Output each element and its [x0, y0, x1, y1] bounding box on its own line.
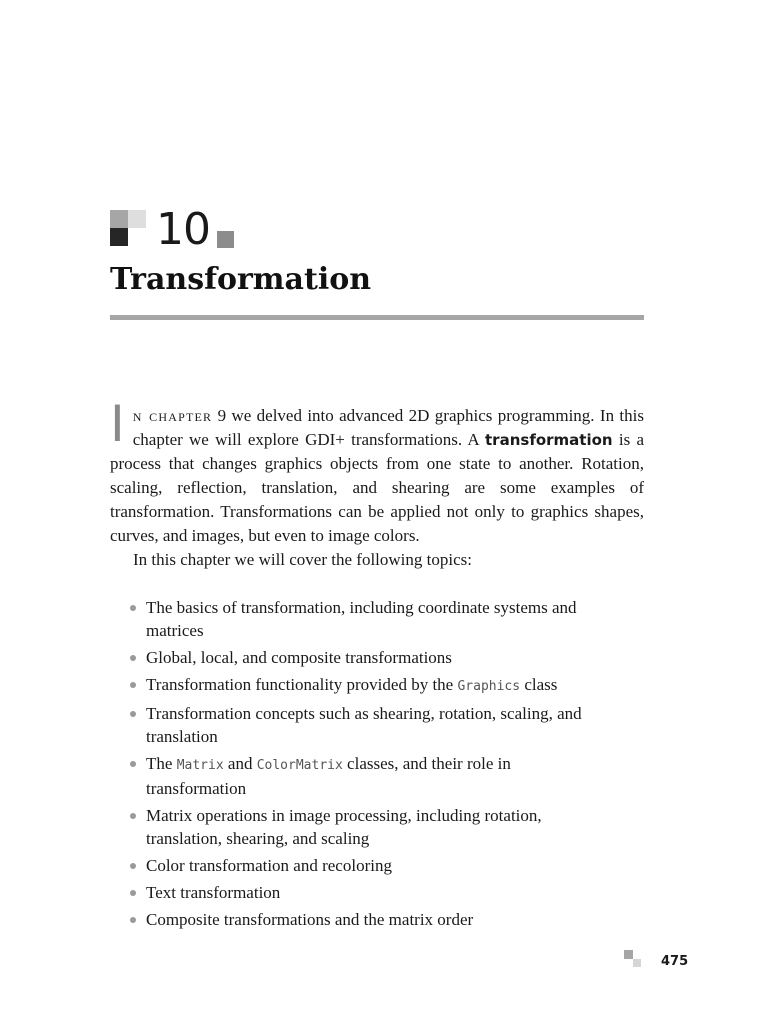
- list-item-text: Color transformation and recoloring: [146, 856, 392, 875]
- list-item: [110, 804, 644, 850]
- bullet-icon: [130, 813, 136, 819]
- list-item: [110, 881, 644, 904]
- decorative-square: [633, 959, 641, 967]
- bullet-icon: [130, 917, 136, 923]
- code-term: Matrix: [176, 758, 224, 773]
- intro-text-1: 9 we delved into advanced 2D graphics programming. In this chapter we will explore GDI+ transformations. A: [132, 406, 644, 449]
- bold-term: transformation: [485, 431, 613, 449]
- list-item: [110, 596, 644, 642]
- list-item-text: and: [223, 754, 257, 773]
- list-item: [110, 908, 644, 931]
- decorative-square: [624, 950, 633, 959]
- title-rule: [110, 315, 644, 320]
- lead-in-paragraph: In this chapter we will cover the following topics:: [133, 550, 472, 569]
- bullet-icon: [130, 605, 136, 611]
- decorative-square: [128, 228, 146, 246]
- topics-list: [110, 596, 644, 935]
- list-item: [110, 702, 644, 748]
- code-term: ColorMatrix: [256, 758, 343, 773]
- list-item-text: The basics of transformation, including coordinate systems and matrices: [146, 598, 577, 640]
- list-item: [110, 646, 644, 669]
- intro-paragraph: [110, 395, 645, 548]
- decorative-square: [217, 231, 234, 248]
- list-item: [110, 752, 644, 800]
- list-item-text: The: [146, 754, 177, 773]
- bullet-icon: [130, 655, 136, 661]
- bullet-icon: [130, 761, 136, 767]
- decorative-square: [110, 210, 128, 228]
- list-item-text: Matrix operations in image processing, including rotation, translation, shearing, and scaling: [146, 806, 542, 848]
- page-number: 475: [661, 954, 689, 969]
- chapter-title: Transformation: [110, 262, 372, 297]
- code-term: Graphics: [457, 679, 521, 694]
- list-item-text: Transformation concepts such as shearing, rotation, scaling, and translation: [146, 704, 582, 746]
- list-item-text: Transformation functionality provided by the: [146, 675, 458, 694]
- list-item: [110, 854, 644, 877]
- decorative-square: [128, 210, 146, 228]
- list-item-text: Global, local, and composite transformations: [146, 648, 452, 667]
- chapter-number: 10: [156, 204, 210, 255]
- list-item-text: Text transformation: [146, 883, 281, 902]
- list-item-text: class: [520, 675, 558, 694]
- bullet-icon: [130, 682, 136, 688]
- small-caps-lead: n chapter: [132, 406, 213, 425]
- bullet-icon: [130, 863, 136, 869]
- intro-text: [110, 395, 645, 572]
- chapter-heading: [110, 206, 310, 258]
- list-item: [110, 673, 644, 698]
- bullet-icon: [130, 711, 136, 717]
- list-item-text: Composite transformations and the matrix order: [146, 910, 474, 929]
- intro-text-2: is a process that changes graphics objects from one state to another. Rotation, scaling, reflection, translation, and shearing are some examples of transformation. Transformations can be applied not only to graphics shapes, curves, and images, but even to image colors.: [110, 430, 645, 545]
- page-footer: [624, 950, 694, 980]
- bullet-icon: [130, 890, 136, 896]
- decorative-square: [110, 228, 128, 246]
- list-item-text: classes, and their role in transformation: [146, 754, 511, 798]
- drop-cap: I: [110, 395, 125, 453]
